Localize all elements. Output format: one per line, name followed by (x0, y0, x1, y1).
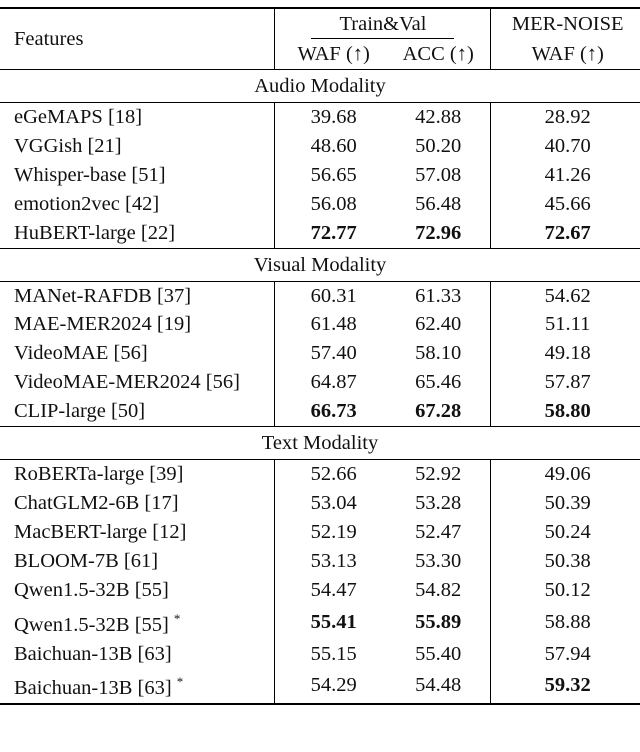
noise-waf-value: 45.66 (491, 190, 640, 219)
acc-value: 61.33 (415, 284, 462, 307)
acc-value: 52.47 (415, 520, 462, 543)
waf-value: 55.41 (275, 605, 386, 640)
feature-name: Baichuan-13B [63] (14, 677, 172, 700)
section-title: Audio Modality (0, 70, 640, 103)
table-row (0, 668, 640, 704)
noise-waf-value: 50.39 (491, 489, 640, 518)
feature-cell (0, 518, 275, 547)
train-val-group (275, 8, 491, 39)
feature-name: BLOOM-7B [61] (14, 549, 159, 572)
table-row (0, 281, 640, 310)
noise-waf-value: 28.92 (491, 103, 640, 132)
table-row (0, 190, 640, 219)
feature-cell (0, 640, 275, 669)
feature-name: Baichuan-13B [63] (14, 642, 172, 665)
waf-value: 72.77 (275, 219, 386, 248)
feature-cell (0, 547, 275, 576)
feature-cell (0, 339, 275, 368)
waf-value: 53.13 (275, 547, 386, 576)
acc-value: 57.08 (415, 163, 462, 186)
feature-name: MANet-RAFDB [37] (14, 284, 192, 307)
table-row (0, 605, 640, 640)
feature-name: MAE-MER2024 [19] (14, 313, 192, 336)
feature-name: VideoMAE-MER2024 [56] (14, 371, 240, 394)
table-row (0, 219, 640, 248)
table-row (0, 368, 640, 397)
waf-value: 57.40 (275, 339, 386, 368)
feature-cell (0, 103, 275, 132)
feature-name: HuBERT-large [22] (14, 221, 176, 244)
table-row (0, 547, 640, 576)
acc-value: 56.48 (415, 192, 462, 215)
waf-value: 64.87 (275, 368, 386, 397)
waf-value: 48.60 (275, 132, 386, 161)
feature-cell (0, 368, 275, 397)
table-row (0, 339, 640, 368)
feature-cell (0, 132, 275, 161)
feature-name: MacBERT-large [12] (14, 520, 187, 543)
acc-value: 54.48 (386, 668, 491, 704)
section-title: Visual Modality (0, 248, 640, 281)
waf-value: 56.65 (275, 161, 386, 190)
waf-value: 52.66 (275, 460, 386, 489)
waf-value: 54.47 (275, 576, 386, 605)
table-row (0, 132, 640, 161)
section-title: Text Modality (0, 427, 640, 460)
table-row (0, 397, 640, 426)
feature-name: Qwen1.5-32B [55] (14, 578, 169, 601)
noise-waf-value: 49.06 (491, 460, 640, 489)
acc-value: 62.40 (415, 313, 462, 336)
table-row (0, 518, 640, 547)
acc-value: 58.10 (415, 342, 462, 365)
features-header: Features (0, 8, 275, 70)
waf-value: 60.31 (275, 281, 386, 310)
waf-value: 52.19 (275, 518, 386, 547)
waf-header: WAF (↑) (275, 39, 386, 70)
table-row (0, 576, 640, 605)
acc-header: ACC (↑) (386, 39, 491, 70)
waf-value: 66.73 (275, 397, 386, 426)
noise-waf-value: 54.62 (491, 281, 640, 310)
feature-cell (0, 460, 275, 489)
feature-cell (0, 397, 275, 426)
noise-waf-value: 50.24 (491, 518, 640, 547)
feature-name: eGeMAPS [18] (14, 106, 143, 128)
train-val-label: Train&Val (311, 10, 454, 39)
waf-value: 55.15 (275, 640, 386, 669)
results-table (0, 7, 640, 705)
noise-waf-value: 51.11 (491, 310, 640, 339)
table-row (0, 489, 640, 518)
feature-name: VideoMAE [56] (14, 342, 148, 365)
waf-value: 54.29 (275, 668, 386, 704)
noise-waf-value: 57.87 (491, 368, 640, 397)
noise-waf-value: 50.12 (491, 576, 640, 605)
acc-value: 52.92 (415, 463, 462, 486)
waf-value: 61.48 (275, 310, 386, 339)
feature-name: Qwen1.5-32B [55] (14, 613, 169, 636)
table-row (0, 310, 640, 339)
feature-cell (0, 605, 275, 640)
acc-value: 53.28 (415, 491, 462, 514)
section-header-row (0, 248, 640, 281)
header-row-1 (0, 8, 640, 39)
noise-waf-value: 59.32 (491, 668, 640, 704)
table-row (0, 640, 640, 669)
feature-name: VGGish [21] (14, 134, 122, 157)
feature-cell (0, 161, 275, 190)
noise-waf-value: 40.70 (491, 132, 640, 161)
acc-value: 55.40 (415, 642, 462, 665)
feature-name: ChatGLM2-6B [17] (14, 491, 179, 514)
feature-cell (0, 219, 275, 248)
noise-waf-value: 57.94 (491, 640, 640, 669)
acc-value: 55.89 (415, 610, 462, 633)
table-row (0, 103, 640, 132)
acc-value: 50.20 (415, 134, 462, 157)
noise-waf-header: WAF (↑) (491, 39, 640, 70)
noise-waf-value: 58.80 (491, 397, 640, 426)
feature-cell (0, 281, 275, 310)
waf-value: 53.04 (275, 489, 386, 518)
feature-cell (0, 190, 275, 219)
waf-value: 56.08 (275, 190, 386, 219)
acc-value: 42.88 (415, 106, 462, 128)
table-row (0, 161, 640, 190)
noise-waf-value: 49.18 (491, 339, 640, 368)
section-header-row (0, 70, 640, 103)
asterisk-mark: * (173, 610, 181, 626)
noise-waf-value: 58.88 (491, 605, 640, 640)
feature-name: Whisper-base [51] (14, 163, 166, 186)
acc-value: 65.46 (415, 371, 462, 394)
asterisk-mark: * (176, 674, 184, 690)
feature-cell (0, 668, 275, 704)
feature-name: RoBERTa-large [39] (14, 463, 184, 486)
noise-waf-value: 50.38 (491, 547, 640, 576)
table-row (0, 460, 640, 489)
acc-value: 72.96 (415, 221, 462, 244)
table-body (0, 70, 640, 705)
acc-value: 53.30 (415, 549, 462, 572)
acc-value: 67.28 (415, 400, 462, 423)
feature-cell (0, 310, 275, 339)
mer-noise-group: MER-NOISE (491, 8, 640, 39)
noise-waf-value: 41.26 (491, 161, 640, 190)
noise-waf-value: 72.67 (491, 219, 640, 248)
section-header-row (0, 427, 640, 460)
waf-value: 39.68 (275, 103, 386, 132)
feature-cell (0, 576, 275, 605)
feature-name: CLIP-large [50] (14, 400, 146, 423)
acc-value: 54.82 (415, 578, 462, 601)
feature-name: emotion2vec [42] (14, 192, 160, 215)
feature-cell (0, 489, 275, 518)
